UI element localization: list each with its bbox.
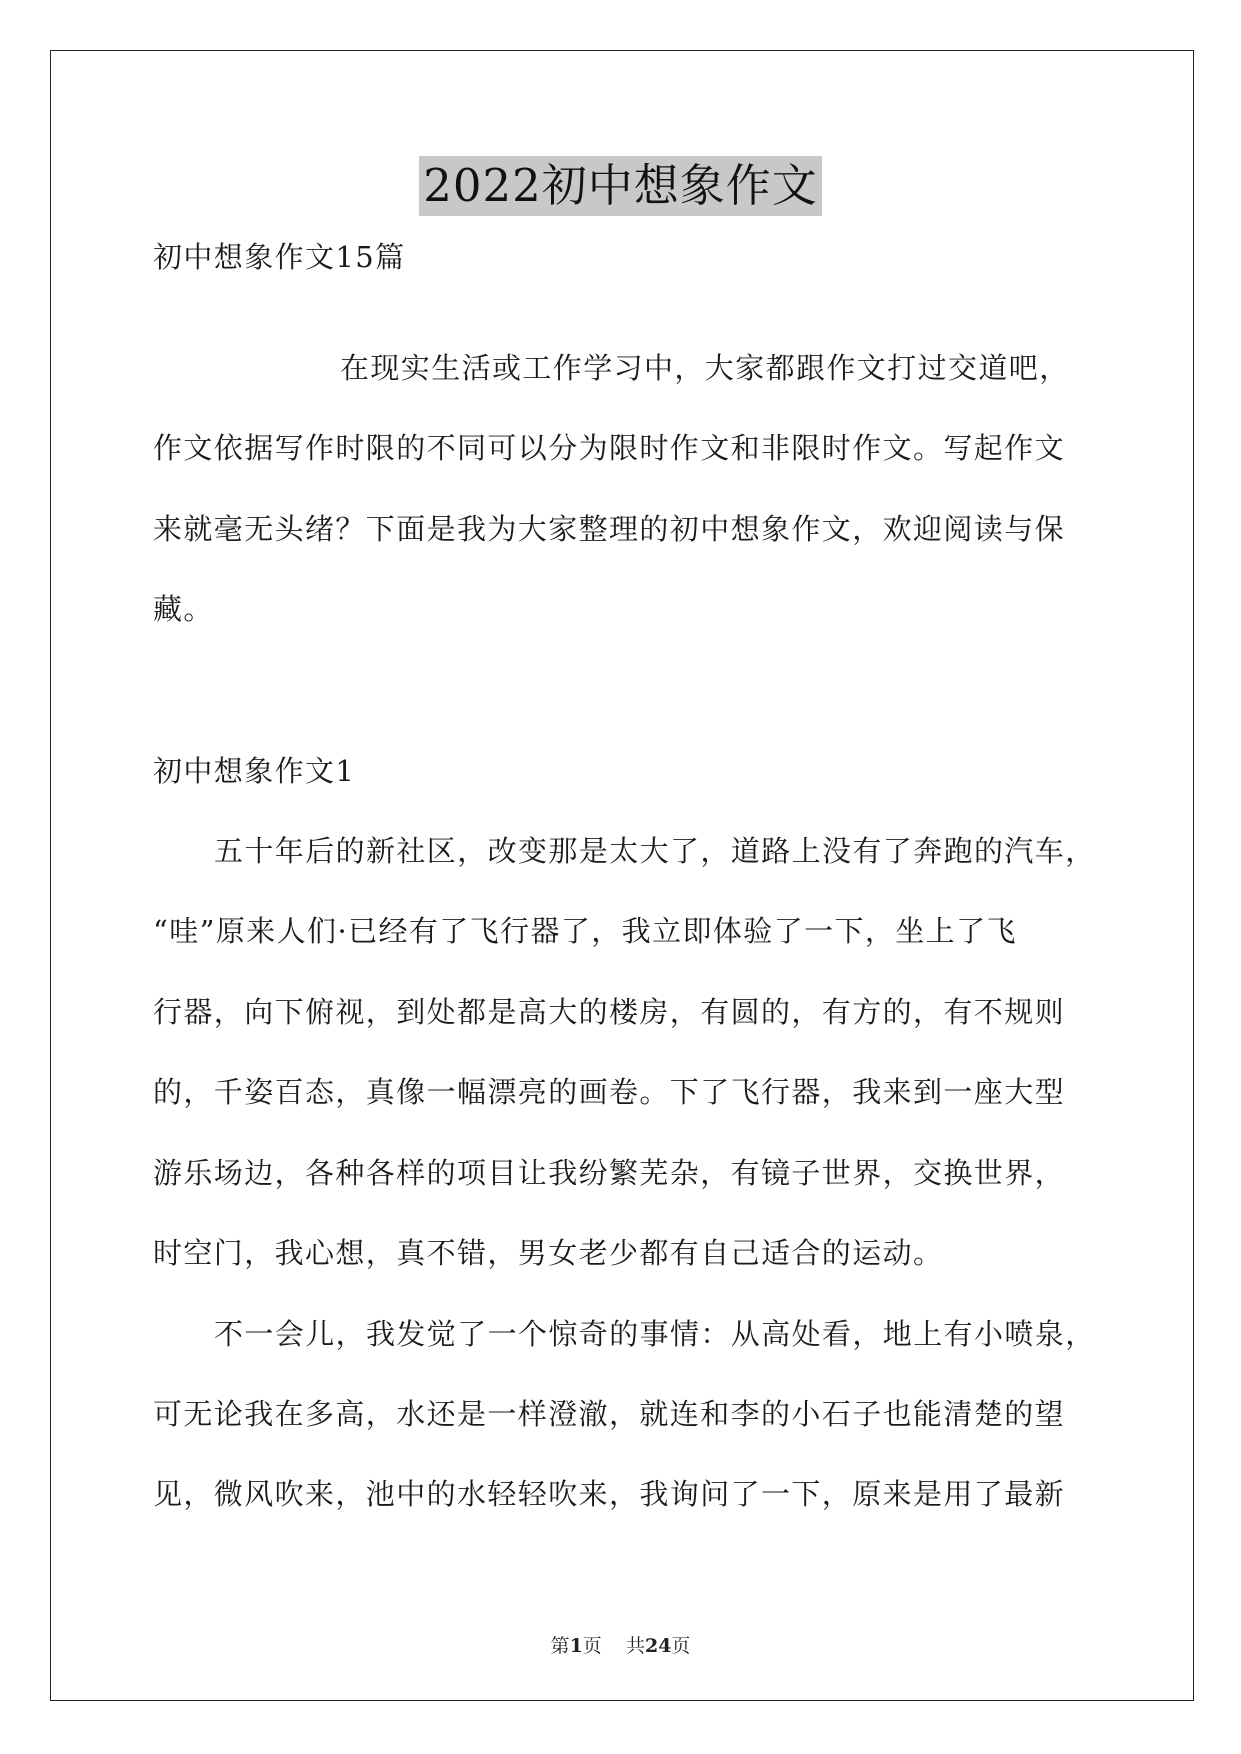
current-page-number: 1 (569, 1635, 583, 1657)
paragraph-1-line-4: 的，千姿百态，真像一幅漂亮的画卷。下了飞行器，我来到一座大型 (153, 1075, 1066, 1109)
footer-mid: 页 共 (582, 1635, 645, 1657)
intro-line-4: 藏。 (153, 592, 214, 626)
intro-line-3: 来就毫无头绪？下面是我为大家整理的初中想象作文，欢迎阅读与保 (153, 512, 1066, 546)
paragraph-2-line-3: 见，微风吹来，池中的水轻轻吹来，我询问了一下，原来是用了最新 (153, 1477, 1066, 1511)
subtitle: 初中想象作文15篇 (153, 240, 406, 274)
title-container (0, 156, 1241, 216)
paragraph-1-line-6: 时空门，我心想，真不错，男女老少都有自己适合的运动。 (153, 1236, 944, 1270)
paragraph-1-line-2: “哇”原来人们·已经有了飞行器了，我立即体验了一下，坐上了飞 (153, 914, 1017, 948)
paragraph-2-line-2: 可无论我在多高，水还是一样澄澈，就连和李的小石子也能清楚的望 (153, 1397, 1066, 1431)
document-title: 2022初中想象作文 (419, 156, 822, 216)
intro-line-2: 作文依据写作时限的不同可以分为限时作文和非限时作文。写起作文 (153, 431, 1066, 465)
footer-suffix: 页 (671, 1635, 691, 1657)
footer-prefix: 第 (550, 1635, 570, 1657)
section-heading: 初中想象作文1 (153, 754, 356, 788)
page-footer (0, 1634, 1241, 1658)
paragraph-2-line-1: 不一会儿，我发觉了一个惊奇的事情：从高处看，地上有小喷泉， (214, 1317, 1096, 1351)
total-page-count: 24 (644, 1635, 672, 1657)
paragraph-1-line-1: 五十年后的新社区，改变那是太大了，道路上没有了奔跑的汽车， (214, 834, 1096, 868)
paragraph-1-line-3: 行器，向下俯视，到处都是高大的楼房，有圆的，有方的，有不规则 (153, 995, 1066, 1029)
paragraph-1-line-5: 游乐场边，各种各样的项目让我纷繁芜杂，有镜子世界，交换世界， (153, 1156, 1066, 1190)
page-border (50, 50, 1194, 1701)
intro-line-1: 在现实生活或工作学习中，大家都跟作文打过交道吧， (340, 351, 1070, 385)
